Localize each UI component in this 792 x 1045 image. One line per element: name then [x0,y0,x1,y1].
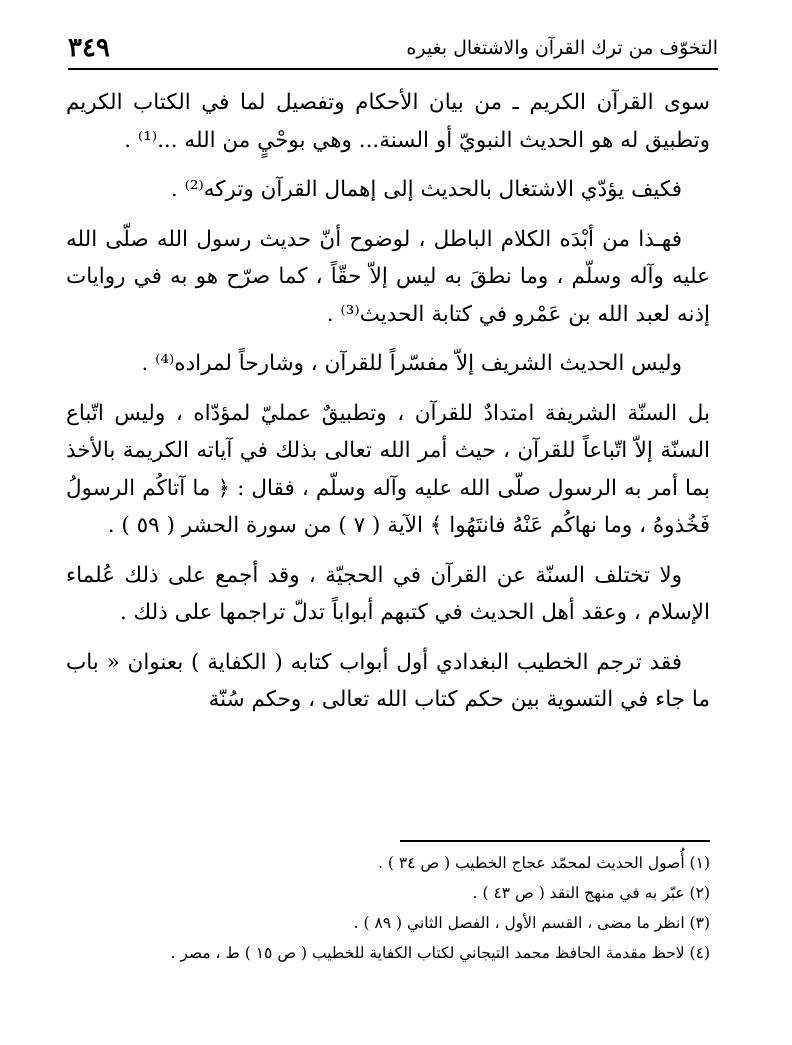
paragraph: فكيف يؤدّي الاشتغال بالحديث إلى إهمال القرآن وتركه⁽²⁾ . [170,177,682,202]
running-title: التخوّف من ترك القرآن والاشتغال بغيره [406,37,718,59]
paragraph: سوى القرآن الكريم ـ من بيان الأحكام وتفصيل لما في الكتاب الكريم وتطبيق له هو الحديث النبويّ أو السنة... وهي بوحْيٍ من الله ...⁽¹⁾ . [66,90,710,153]
page-number: ٣٤٩ [68,33,110,63]
page-header [68,28,718,70]
footnote-separator [400,840,710,842]
paragraph: ولا تختلف السنّة عن القرآن في الحجيّة ، وقد أجمع على ذلك عُلماء الإسلام ، وعقد أهل الحديث في كتبهم أبواباً تدلّ تراجمها على ذلك . [66,562,710,625]
footnote: (١) أُصول الحديث لمحمّد عجاج الخطيب ( ص ٣٤ ) . [378,854,710,872]
footnote: (٤) لاحظ مقدمة الحافظ محمد التيجاني لكتاب الكفاية للخطيب ( ص ١٥ ) ط ، مصر . [170,944,710,962]
paragraph: فقد ترجم الخطيب البغدادي أول أبواب كتابه ( الكفاية ) بعنوان « باب ما جاء في التسوية بين حكم كتاب الله تعالى ، وحكم سُنّة [66,649,710,712]
footnotes [80,848,710,968]
footnote: (٢) عبّر به في منهج النقد ( ص ٤٣ ) . [472,884,710,902]
paragraph: وليس الحديث الشريف إلاّ مفسّراً للقرآن ، وشارحاً لمراده⁽⁴⁾ . [141,351,682,376]
paragraph: بل السنّة الشريفة امتدادٌ للقرآن ، وتطبيقٌ عمليّ لمؤدّاه ، وليس اتّباع السنّة إلاّ اتّباعاً للقرآن ، حيث أمر الله تعالى بذلك في آياته الكريمة بالأخذ بما أمر به الرسول صلّى الله عليه وآله وسلّم ، فقال : ﴿ ما آتاكُم الرسولُ فَخُذوهُ ، وما نهاكُم عَنْهُ فانتَهُوا ﴾ الآية ( ٧ ) من سورة الحشر ( ٥٩ ) . [66,400,710,538]
main-text [66,84,710,731]
footnote: (٣) انظر ما مضى ، القسم الأول ، الفصل الثاني ( ٨٩ ) . [353,914,710,932]
paragraph: فهـذا من أبْدَه الكلام الباطل ، لوضوح أنّ حديث رسول الله صلّى الله عليه وآله وسلّم ، وما نطقَ به ليس إلاّ حقّاً ، كما صرّح هو به في روايات إذنه لعبد الله بن عَمْرو في كتابة الحديث⁽³⁾ . [66,226,710,327]
